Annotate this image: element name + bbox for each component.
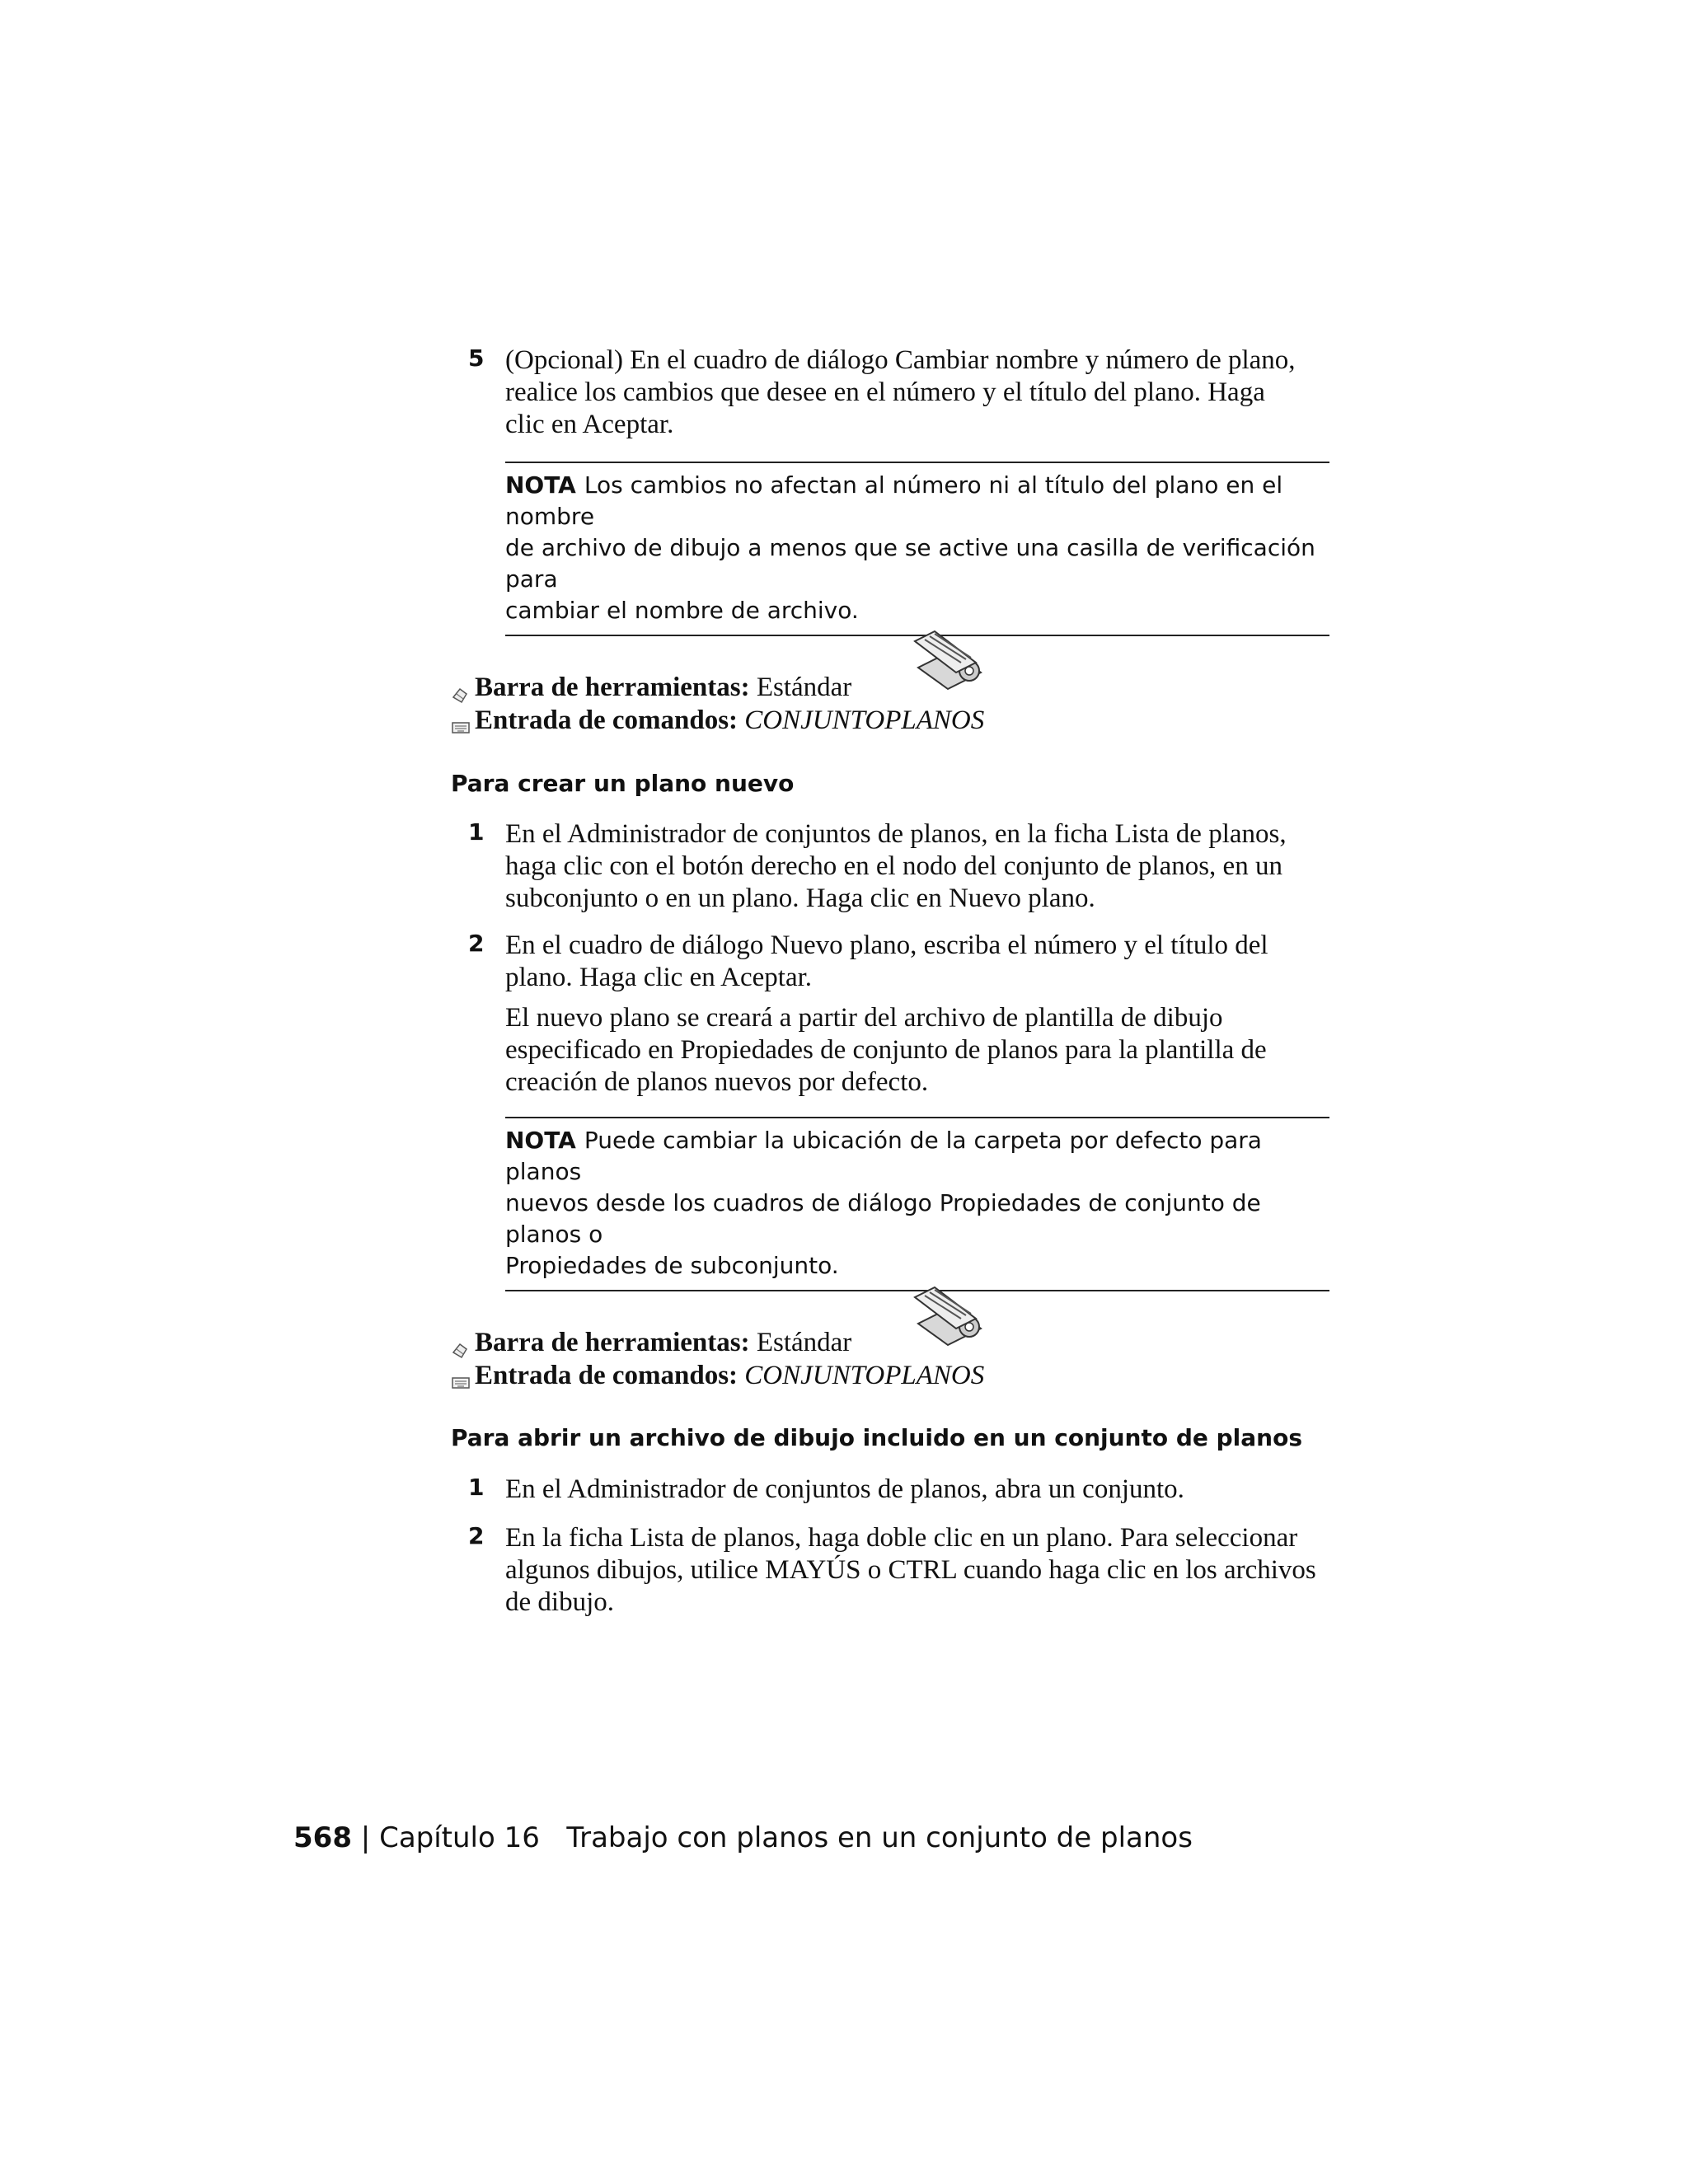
note-line: de archivo de dibujo a menos que se active una casilla de verificación para [505, 534, 1315, 593]
step-line: subconjunto o en un plano. Haga clic en Nuevo plano. [505, 883, 1095, 913]
step-line: especificado en Propiedades de conjunto de planos para la plantilla de [505, 1035, 1267, 1065]
step-text [505, 344, 1329, 441]
step-text [505, 1474, 1329, 1506]
page-footer [293, 1821, 1193, 1854]
page-number: 568 [293, 1821, 352, 1854]
footer-separator: | [360, 1821, 371, 1854]
toolbar-value: Estándar [756, 673, 852, 702]
command-value: CONJUNTOPLANOS [744, 705, 985, 735]
toolbar-access [452, 672, 851, 703]
step-number: 2 [468, 1522, 485, 1549]
step-number: 5 [468, 344, 485, 372]
sheet-set-manager-icon [910, 1281, 984, 1348]
note-line: Propiedades de subconjunto. [505, 1252, 839, 1279]
keyboard-icon [452, 1368, 470, 1386]
note-line: nuevos desde los cuadros de diálogo Propiedades de conjunto de planos o [505, 1189, 1261, 1248]
step-line: En la ficha Lista de planos, haga doble clic en un plano. Para seleccionar [505, 1523, 1298, 1553]
chapter-label: Capítulo 16 [379, 1821, 540, 1854]
command-access [452, 1360, 984, 1391]
step-line: haga clic con el botón derecho en el nodo del conjunto de planos, en un [505, 851, 1282, 881]
command-label: Entrada de comandos: [475, 1361, 738, 1390]
step-line: En el Administrador de conjuntos de planos, en la ficha Lista de planos, [505, 819, 1287, 849]
sheet-set-manager-icon [910, 625, 984, 692]
step-line: plano. Haga clic en Aceptar. [505, 963, 813, 992]
step-line: El nuevo plano se creará a partir del archivo de plantilla de dibujo [505, 1003, 1223, 1033]
command-value: CONJUNTOPLANOS [744, 1361, 985, 1390]
step-line: En el Administrador de conjuntos de planos, abra un conjunto. [505, 1474, 1184, 1504]
step-number: 2 [468, 930, 485, 957]
step-number: 1 [468, 818, 485, 846]
note-label: NOTA [505, 1127, 576, 1154]
note-line: cambiar el nombre de archivo. [505, 597, 859, 624]
step-line: clic en Aceptar. [505, 410, 674, 439]
toolbar-label: Barra de herramientas: [475, 673, 750, 702]
chapter-title: Trabajo con planos en un conjunto de planos [566, 1821, 1193, 1854]
section-heading: Para abrir un archivo de dibujo incluido en un conjunto de planos [451, 1424, 1303, 1451]
step-text [505, 818, 1329, 915]
step-line: algunos dibujos, utilice MAYÚS o CTRL cuando haga clic en los archivos [505, 1555, 1316, 1585]
step-text [505, 930, 1329, 1099]
note-box [505, 462, 1329, 636]
step-line: En el cuadro de diálogo Nuevo plano, escriba el número y el título del [505, 930, 1268, 960]
step-line: de dibujo. [505, 1587, 614, 1617]
toolbar-value: Estándar [756, 1328, 852, 1357]
command-label: Entrada de comandos: [475, 705, 738, 735]
step-number: 1 [468, 1474, 485, 1501]
section-heading: Para crear un plano nuevo [451, 770, 795, 797]
step-text [505, 1522, 1329, 1619]
toolbar-icon [452, 1335, 470, 1353]
note-box [505, 1117, 1329, 1291]
toolbar-label: Barra de herramientas: [475, 1328, 750, 1357]
note-label: NOTA [505, 471, 576, 499]
keyboard-icon [452, 713, 470, 731]
toolbar-access [452, 1327, 851, 1358]
command-access [452, 705, 984, 736]
toolbar-icon [452, 680, 470, 698]
step-line: creación de planos nuevos por defecto. [505, 1067, 929, 1097]
step-line: realice los cambios que desee en el número y el título del plano. Haga [505, 377, 1265, 407]
note-line: Puede cambiar la ubicación de la carpeta por defecto para planos [505, 1127, 1262, 1185]
note-line: Los cambios no afectan al número ni al título del plano en el nombre [505, 471, 1283, 530]
step-line: (Opcional) En el cuadro de diálogo Cambiar nombre y número de plano, [505, 345, 1296, 375]
